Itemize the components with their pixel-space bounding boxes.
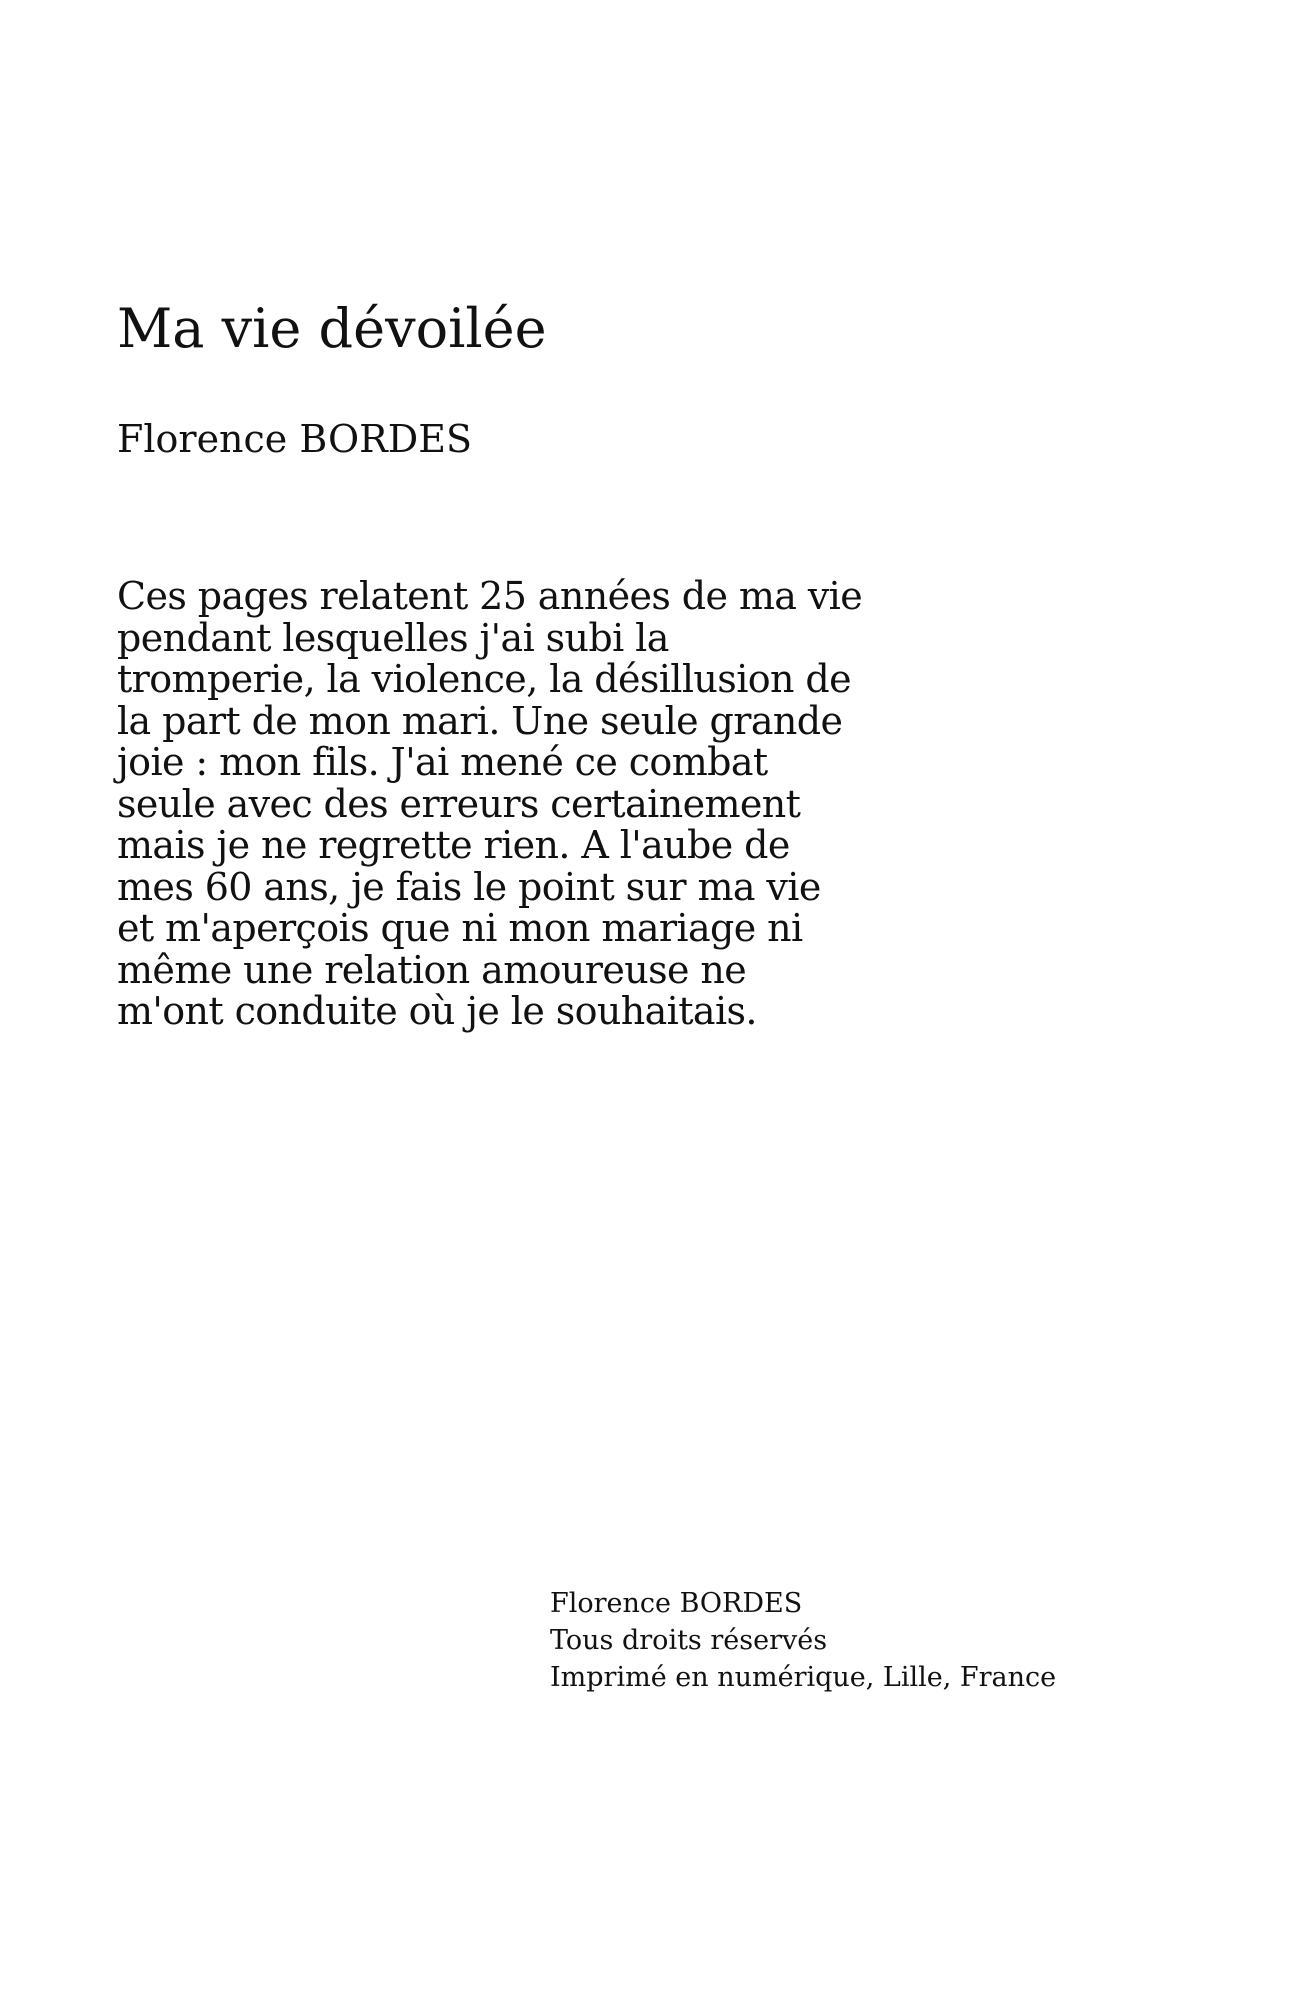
book-summary [117,576,967,1033]
summary-line: et m'aperçois que ni mon mariage ni [117,906,803,950]
summary-line: m'ont conduite où je le souhaitais. [117,989,757,1033]
summary-line: tromperie, la violence, la désillusion de [117,657,851,701]
book-title: Ma vie dévoilée [117,297,547,360]
imprint-printing: Imprimé en numérique, Lille, France [550,1662,1057,1693]
imprint-rights: Tous droits réservés [550,1625,828,1656]
summary-line: la part de mon mari. Une seule grande [117,698,843,743]
summary-line: joie : mon fils. J'ai mené ce combat [117,740,768,784]
imprint-block [550,1585,1056,1696]
summary-line: Ces pages relatent 25 années de ma vie [117,574,863,618]
imprint-author: Florence BORDES [550,1588,803,1619]
summary-line: seule avec des erreurs certainement [117,781,801,826]
summary-line: même une relation amoureuse ne [117,947,747,992]
summary-line: pendant lesquelles j'ai subi la [117,615,669,660]
summary-line: mes 60 ans, je fais le point sur ma vie [117,864,821,909]
book-author: Florence BORDES [117,417,473,461]
summary-line: mais je ne regrette rien. A l'aube de [117,823,790,867]
